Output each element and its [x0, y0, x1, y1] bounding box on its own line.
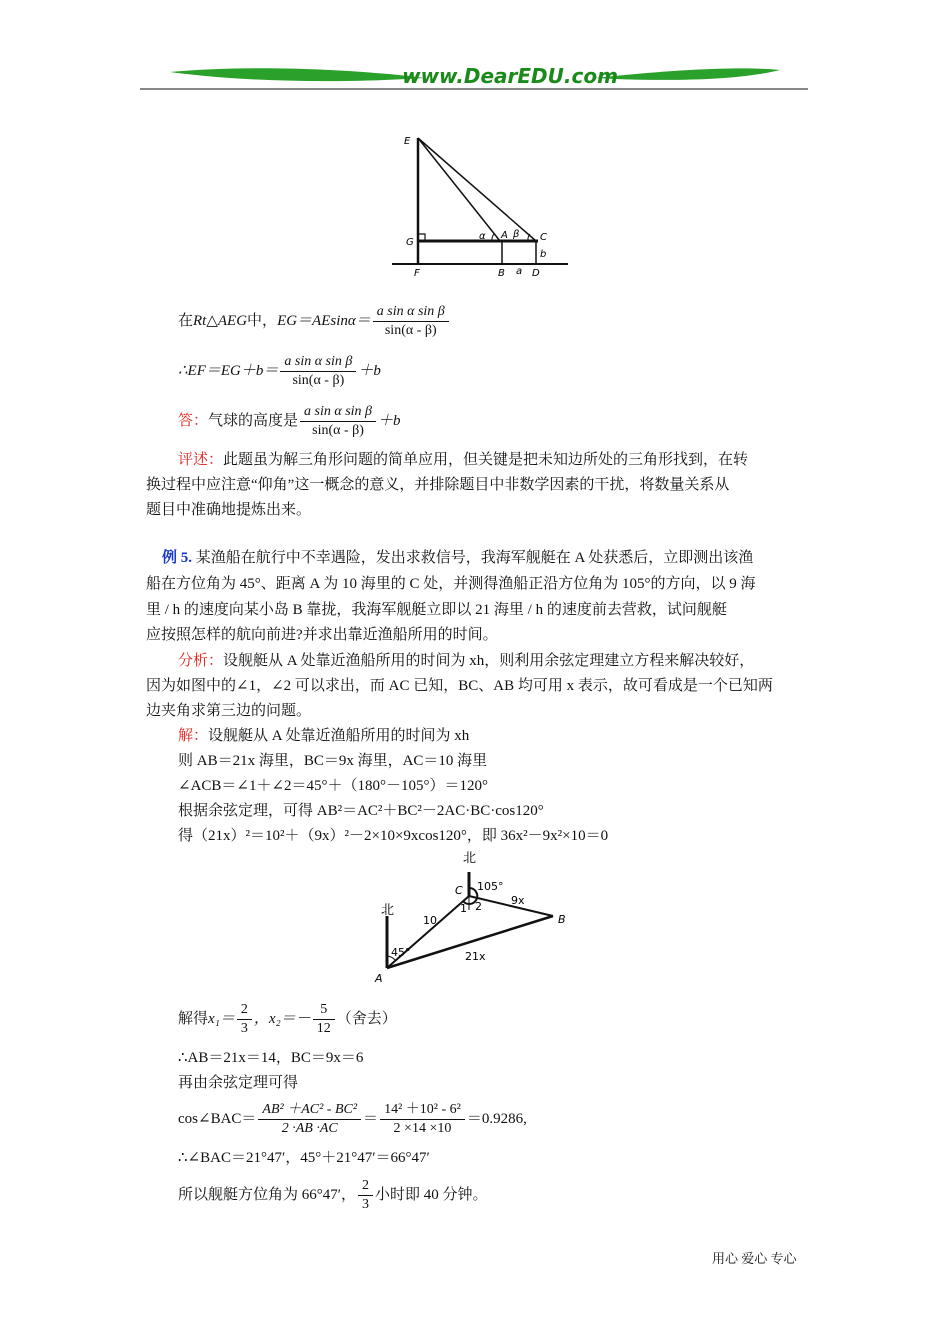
solution-line-2: 则 AB＝21x 海里，BC＝9x 海里，AC＝10 海里	[178, 753, 488, 769]
label-B2: B	[558, 913, 566, 926]
label-9x: 9x	[511, 894, 525, 907]
label-45: 45°	[391, 946, 411, 959]
analysis-line-1: 分析：设舰艇从 A 处靠近渔船所用的时间为 xh，则利用余弦定理建立方程来解决较好，	[178, 653, 755, 669]
example5-line-1: 例 5. 某渔船在航行中不幸遇险，发出求救信号，我海军舰艇在 A 处获悉后，立即测出该渔	[162, 550, 754, 566]
result-cos: cos∠BAC＝ $\frac{\text{AB² ＋AC² - BC²}}{2 \cdot AB \cdot AC}$ ＝ $\frac{\text{14² ＋10² - 6²}}{2 \times 14 \times 10}$ ＝0.9286,	[178, 1102, 527, 1137]
label-beta: β	[513, 229, 520, 240]
label-1: 1	[460, 902, 467, 915]
label-21x: 21x	[465, 950, 486, 963]
label-b: b	[540, 249, 547, 260]
fraction-cos-1: $\frac{\text{AB² ＋AC² - BC²}}{2 \cdot AB \cdot AC}$	[258, 1101, 361, 1138]
label-2: 2	[475, 900, 482, 913]
analysis-line-3: 边夹角求第三边的问题。	[146, 703, 312, 719]
left-leaf-decoration	[170, 68, 425, 81]
equation-EF: ∴EF＝EG＋b＝ $\frac{\text{a sin α sin β}}{\sin(\alpha - \beta)}$ ＋b	[178, 354, 381, 389]
label-A: A	[501, 230, 508, 241]
result-bac: ∴∠BAC＝21°47′，45°＋21°47′＝66°47′	[178, 1150, 430, 1166]
label-D: D	[532, 268, 540, 278]
line-E-C	[418, 138, 536, 241]
solution-line-5: 得（21x）²＝10²＋（9x）²－2×10×9xcos120°，即 36x²－9x²×10＝0	[178, 828, 609, 844]
label-A2: A	[375, 972, 383, 985]
line-E-A	[418, 138, 500, 241]
fraction-x2: $\frac{5}{12}$	[313, 1001, 335, 1038]
result-roots: 解得x₁＝ $\frac{2}{3}$ ，x₂＝－ $\frac{5}{12}$ （舍去）	[178, 1002, 397, 1037]
review-label: 评述：	[178, 452, 224, 468]
north-label-C: 北	[463, 851, 477, 866]
analysis-label: 分析：	[178, 653, 224, 669]
equation-EG: 在Rt△AEG中，EG＝AEsinα＝ $\frac{\text{a sin α sin β}}{\sin(\alpha - \beta)}$	[178, 298, 451, 344]
label-E: E	[404, 136, 411, 147]
fraction-cos-2: $\frac{\text{14² ＋10² - 6²}}{2 \times 14 \times 10}$	[380, 1101, 465, 1138]
label-F: F	[414, 268, 420, 278]
solution-line-1: 解：设舰艇从 A 处靠近渔船所用的时间为 xh	[178, 728, 470, 744]
review-line-2: 换过程中应注意“仰角”这一概念的意义，并排除题目中非数学因素的干扰，将数量关系从	[146, 477, 730, 493]
label-a: a	[516, 266, 523, 277]
label-C2: C	[455, 884, 463, 897]
answer-label: 答：	[178, 413, 209, 429]
solution-line-4: 根据余弦定理，可得 AB²＝AC²＋BC²－2AC·BC·cos120°	[178, 803, 544, 819]
figure-balloon-height	[390, 128, 575, 278]
right-leaf-decoration	[595, 68, 780, 80]
fraction-x1: $\frac{2}{3}$	[237, 1001, 252, 1038]
label-B: B	[498, 268, 505, 278]
figure-rescue-triangle	[365, 848, 580, 990]
example5-line-2: 船在方位角为 45°、距离 A 为 10 海里的 C 处，并测得渔船正沿方位角为 105°的方向，以 9 海	[146, 576, 756, 592]
example5-label: 例 5.	[162, 550, 193, 566]
footer-motto: 用心 爱心 专心	[712, 1251, 797, 1266]
example5-line-3: 里 / h 的速度向某小岛 B 靠拢，我海军舰艇立即以 21 海里 / h 的速度前去营救，试问舰艇	[146, 602, 727, 618]
example5-line-4: 应按照怎样的航向前进?并求出靠近渔船所用的时间。	[146, 627, 498, 643]
label-105: 105°	[477, 880, 504, 893]
result-final: 所以舰艇方位角为 66°47′， $\frac{2}{3}$ 小时即 40 分钟。	[178, 1178, 488, 1213]
fraction-eq2: $\frac{\text{a sin α sin β}}{\sin(\alpha - \beta)}$	[280, 353, 356, 390]
label-10: 10	[423, 914, 437, 927]
review-line-3: 题目中准确地提炼出来。	[146, 502, 312, 518]
analysis-line-2: 因为如图中的∠1，∠2 可以求出，而 AC 已知，BC、AB 均可用 x 表示，故可看成是一个已知两	[146, 678, 773, 694]
fraction-final: $\frac{2}{3}$	[358, 1177, 373, 1214]
result-ab-bc: ∴AB＝21x＝14，BC＝9x＝6	[178, 1050, 364, 1066]
label-alpha: α	[479, 231, 486, 242]
site-title: www.DearEDU.com	[402, 64, 618, 88]
solution-line-3: ∠ACB＝∠1＋∠2＝45°＋（180°－105°）＝120°	[178, 778, 489, 794]
review-line-1: 评述：此题虽为解三角形问题的简单应用，但关键是把未知边所处的三角形找到，在转	[178, 452, 749, 468]
result-again: 再由余弦定理可得	[178, 1075, 299, 1091]
north-label-A: 北	[381, 903, 395, 918]
header-banner	[140, 60, 810, 94]
answer-line: 答：气球的高度是 $\frac{\text{a sin α sin β}}{\sin(\alpha - \beta)}$ ＋b	[178, 404, 401, 439]
fraction-eq1: $\frac{\text{a sin α sin β}}{\sin(\alpha - \beta)}$	[373, 303, 449, 340]
label-G: G	[406, 237, 414, 248]
solution-label: 解：	[178, 728, 209, 744]
fraction-eq3: $\frac{\text{a sin α sin β}}{\sin(\alpha - \beta)}$	[300, 403, 376, 440]
label-C: C	[540, 232, 547, 243]
